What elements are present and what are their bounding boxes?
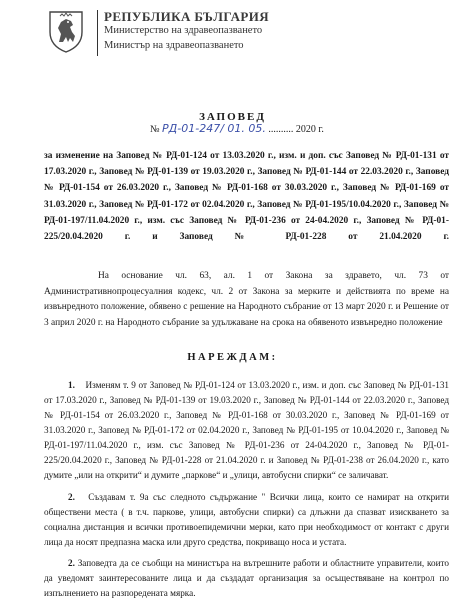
order-number-prefix: № <box>150 124 160 135</box>
order-title: ЗАПОВЕД <box>199 111 266 123</box>
order-subject: за изменение на Заповед № РД-01-124 от 13.03.2020 г., изм. и доп. със Заповед № РД-01-131 от 17.03.2020 г., Заповед № РД-01-139 от 19.03.2020 г., Заповед № РД-01-144 от 22.03.2020 г., Заповед № РД-01-154 от 26.03.2020 г., Заповед № РД-01-168 от 30.03.2020 г., Заповед № РД-01-169 от 31.03.2020 г., Заповед № РД-01-172 от 02.04.2020 г., Заповед № РД-01-195/10.04.2020 г., Заповед № РД-01-197/11.04.2020 г., изм. със Заповед № РД-01-236 от 24-04.2020 г., Заповед № РД-01-225/20.04.2020 г. и Заповед № РД-01-228 от 21.04.2020 г. <box>44 151 449 243</box>
decree-item <box>44 378 449 483</box>
decree-heading: НАРЕЖДАМ: <box>187 352 278 363</box>
header-minister: Министър на здравеопазването <box>104 40 244 51</box>
handwritten-order-number: РД-01-247/ 01. 05. <box>162 122 266 135</box>
header-ministry: Министерство на здравеопазването <box>104 25 263 36</box>
header-divider <box>97 10 98 56</box>
item-text: Създавам т. 9а със следното съдържание " Всички лица, които се намират на открити обществени места ( в т.ч. паркове, улици, автобусни спирки) са длъжни да спазват изискването за социална дистанция и всички противоепидемични мерки, като при необходимост от контакт с други лица да носят предпазна маска или друго средства, покриващо носа и устата. <box>44 492 450 547</box>
coat-of-arms-icon <box>44 8 88 54</box>
item-number: 2. <box>68 558 75 568</box>
item-number: 2. <box>68 492 75 502</box>
order-year: 2020 г. <box>295 124 324 135</box>
decree-item <box>44 490 449 550</box>
order-number: № РД-01-247/ 01. 05. .......... 2020 г. <box>150 122 324 135</box>
item-number: 1. <box>68 380 75 390</box>
item-text: Заповедта да се съобщи на министъра на вътрешните работи и областните управители, които да уведомят заинтересованите лица и да създадат организация за осъществяване на контрол по изпълнението на разпоредената мярка. <box>44 558 449 598</box>
legal-basis: На основание чл. 63, ал. 1 от Закона за здравето, чл. 73 от Административнопроцесуалния кодекс, чл. 2 от Закона за мерките и действията по време на извънредното положение, обявено с решение на Народното събрание от 13 март 2020 г. и Решение от 3 април 2020 г. на Народното събрание за удължаване на срока на обявеното извънредно положение <box>44 271 449 328</box>
header-republic: РЕПУБЛИКА БЪЛГАРИЯ <box>104 9 270 24</box>
decree-item <box>44 556 449 601</box>
item-text: Изменям т. 9 от Заповед № РД-01-124 от 13.03.2020 г., изм. и доп. със Заповед № РД-01-131 от 17.03.2020 г., Заповед № РД-01-139 от 19.03.2020 г., Заповед № РД-01-144 от 22.03.2020 г., Заповед № РД-01-154 от 26.03.2020 г., Заповед № РД-01-168 от 30.03.2020 г., Заповед № РД-01-169 от 31.03.2020 г., Заповед № РД-01-172 от 02.04.2020 г., Заповед № РД-01-195 от 10.04.2020 г., Заповед № РД-01-197/11.04.2020 г., изм. със Заповед № РД-01-236 от 24-04.2020 г., Заповед № РД-01-225/20.04.2020 г., Заповед № РД-01-228 от 21.04.2020 г. и Заповед № РД-01-238 от 26.04.2020 г., като думите „или на открити“ и думите „паркове“ и „улици, автобусни спирки“ се заличават. <box>44 380 450 480</box>
